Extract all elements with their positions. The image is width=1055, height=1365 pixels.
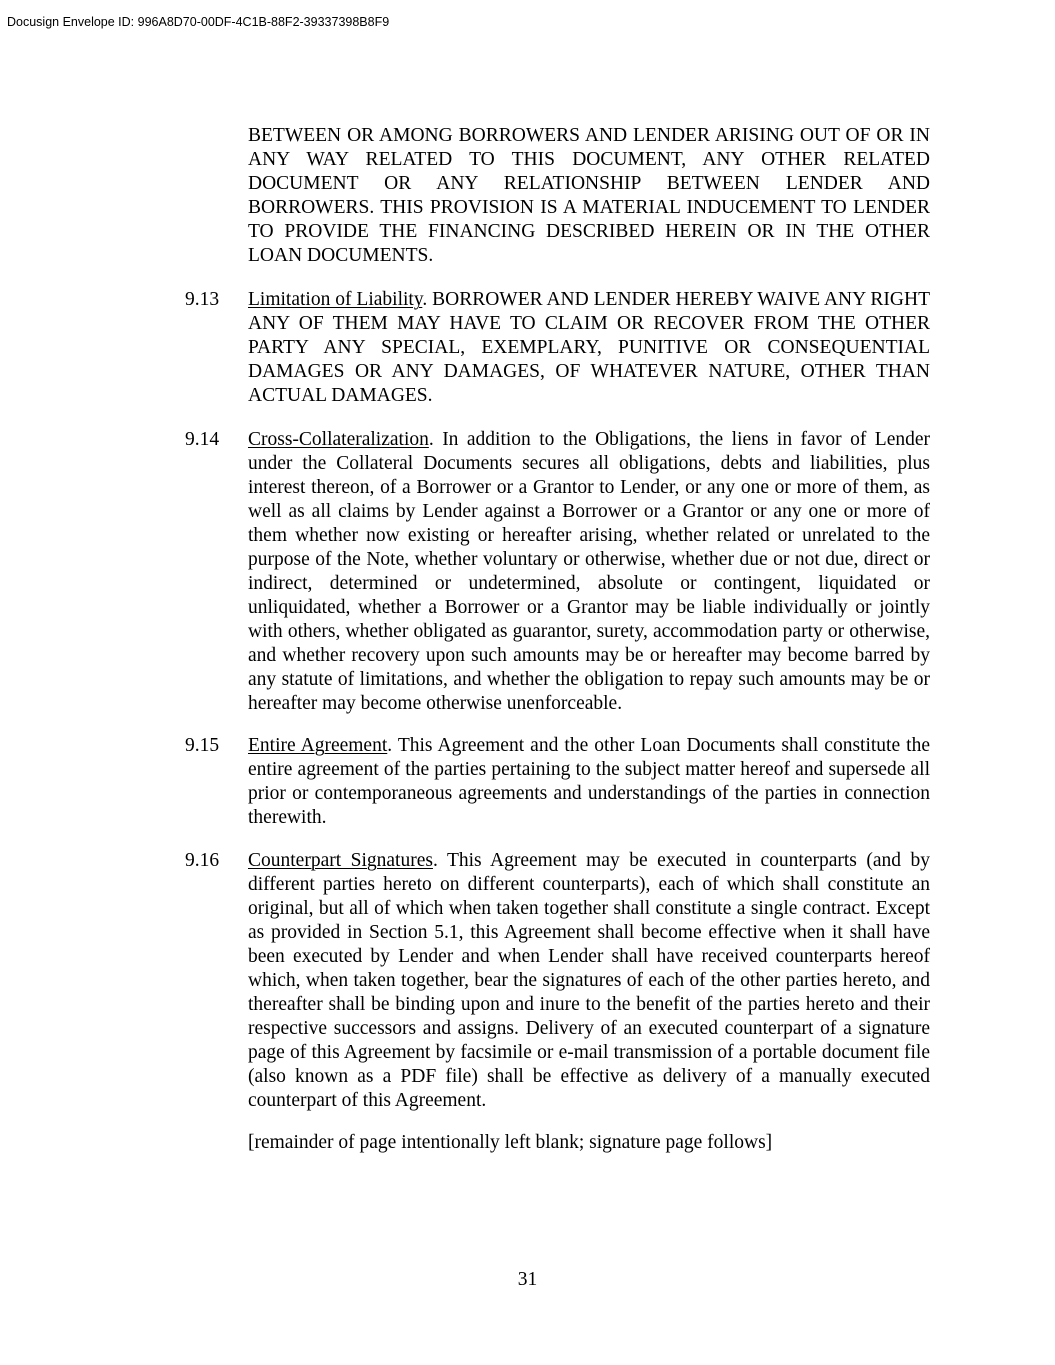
page-number: 31 (517, 1269, 538, 1290)
closing-note: [remainder of page intentionally left blank; signature page follows] (248, 1132, 773, 1153)
section-text: . This Agreement may be executed in counterparts (and by different parties hereto on different counterparts), each of which shall constitute an original, but all of which when taken together shall constitute a single contract. Except as provided in Section 5.1, this Agreement shall become effective when it shall have been executed by Lender and when Lender shall have received counterparts hereof which, when taken together, bear the signatures of each of the other parties hereto, and thereafter shall be binding upon and inure to the benefit of the parties hereto and their respective successors and assigns. Delivery of an executed counterpart of a signature page of this Agreement by facsimile or e-mail transmission of a portable document file (also known as a PDF file) shall be effective as delivery of a manually executed counterpart of this Agreement. (248, 850, 930, 1111)
docusign-envelope-id: Docusign Envelope ID: 996A8D70-00DF-4C1B-88F2-39337398B8F9 (7, 15, 390, 29)
section-number: 9.13 (185, 289, 220, 310)
section-body (248, 849, 930, 1113)
section-heading: Entire Agreement (248, 735, 388, 756)
section-text: . BORROWER AND LENDER HEREBY WAIVE ANY RIGHT ANY OF THEM MAY HAVE TO CLAIM OR RECOVER FROM THE OTHER PARTY ANY SPECIAL, EXEMPLARY, PUNITIVE OR CONSEQUENTIAL DAMAGES OR ANY DAMAGES, OF WHATEVER NATURE, OTHER THAN ACTUAL DAMAGES. (248, 289, 930, 406)
continued-paragraph: BETWEEN OR AMONG BORROWERS AND LENDER ARISING OUT OF OR IN ANY WAY RELATED TO THIS DOCUMENT, ANY OTHER RELATED DOCUMENT OR ANY RELATIONSHIP BETWEEN LENDER AND BORROWERS. THIS PROVISION IS A MATERIAL INDUCEMENT TO LENDER TO PROVIDE THE FINANCING DESCRIBED HEREIN OR IN THE OTHER LOAN DOCUMENTS. (248, 125, 930, 266)
section-text: . This Agreement and the other Loan Documents shall constitute the entire agreement of the parties pertaining to the subject matter hereof and supersede all prior or contemporaneous agreements and understandings of the parties in connection therewith. (248, 735, 931, 828)
section-body (248, 428, 930, 716)
section-number: 9.15 (185, 735, 220, 756)
section-heading: Cross-Collateralization (248, 429, 429, 450)
section-text: . In addition to the Obligations, the liens in favor of Lender under the Collateral Documents secures all obligations, debts and liabilities, plus interest thereon, of a Borrower or a Grantor to Lender, or any one or more of them, as well as all claims by Lender against a Borrower or a Grantor or any one or more of them whether now existing or hereafter arising, whether related or unrelated to the purpose of the Note, whether voluntary or otherwise, whether due or not due, direct or indirect, determined or undetermined, absolute or contingent, liquidated or unliquidated, whether a Borrower or a Grantor may be liable individually or jointly with others, whether obligated as guarantor, surety, accommodation party or otherwise, and whether recovery upon such amounts may be or hereafter may become barred by any statute of limitations, and whether the obligation to repay such amounts may be or hereafter may become otherwise unenforceable. (248, 429, 930, 714)
section-heading: Limitation of Liability (248, 289, 423, 310)
section-heading: Counterpart Signatures (248, 850, 433, 871)
section-body (248, 288, 930, 408)
section-body (248, 734, 930, 830)
section-number: 9.16 (185, 850, 220, 871)
section-number: 9.14 (185, 429, 220, 450)
